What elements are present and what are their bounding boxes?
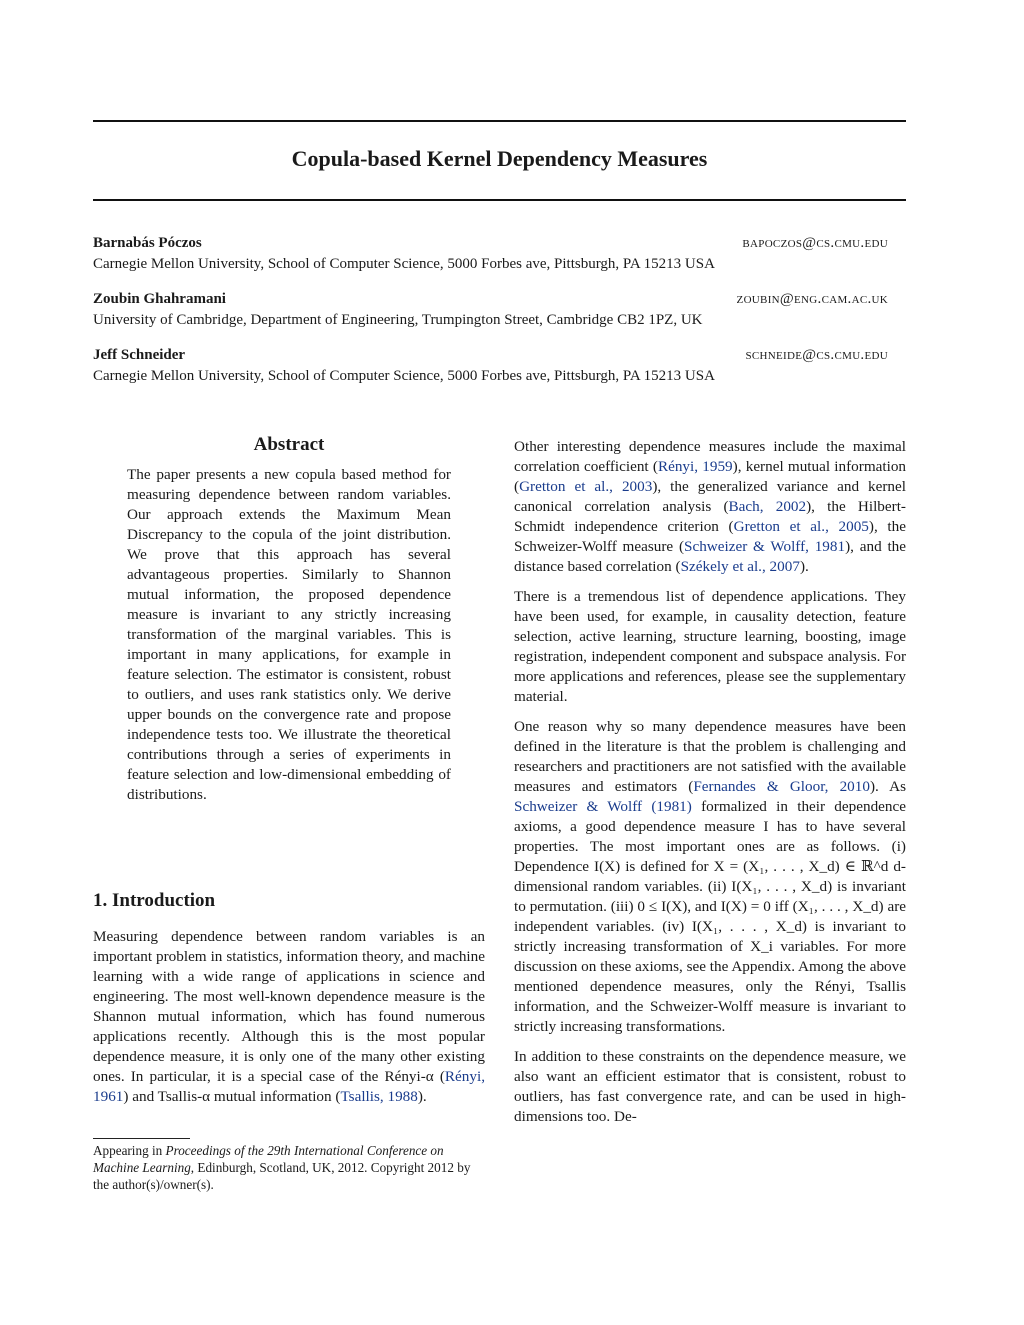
citation-link[interactable]: Rényi, 1959 xyxy=(657,458,733,475)
author-email[interactable]: zoubin@eng.cam.ac.uk xyxy=(736,291,888,307)
citation-link[interactable]: Schweizer & Wolff, 1981 xyxy=(684,538,846,555)
author-email[interactable]: bapoczos@cs.cmu.edu xyxy=(742,235,888,251)
citation-link[interactable]: Fernandes & Gloor, 2010 xyxy=(693,778,870,795)
author-block xyxy=(93,347,906,385)
author-block xyxy=(93,291,906,329)
paragraph-text: Other interesting dependence measures include the maximal correlation coefficient ( xyxy=(514,438,906,475)
paragraph-text: ). As xyxy=(869,778,906,795)
right-paragraph-4: In addition to these constraints on the dependence measure, we also want an efficient estimator that is consistent, robust to outliers, has fast convergence rate, and can be used in high-dimensions too. De- xyxy=(514,1048,906,1125)
citation-link[interactable]: Székely et al., 2007 xyxy=(680,558,800,575)
author-affiliation: Carnegie Mellon University, School of Computer Science, 5000 Forbes ave, Pittsburgh, PA 15213 USA xyxy=(93,368,715,384)
citation-link[interactable]: Rényi, 1961 xyxy=(93,1068,485,1105)
citation-link[interactable]: Gretton et al., 2003 xyxy=(519,478,653,495)
author-affiliation: University of Cambridge, Department of Engineering, Trumpington Street, Cambridge CB2 1PZ, UK xyxy=(93,312,703,328)
footnote-text: Appearing in xyxy=(93,1143,166,1158)
footnote-venue: Proceedings of the 29th International Conference on Machine Learning xyxy=(93,1143,444,1175)
paragraph-text: ), the Schweizer-Wolff measure ( xyxy=(514,518,906,555)
author-name: Barnabás Póczos xyxy=(93,235,202,251)
intro-text: ) and Tsallis-α mutual information ( xyxy=(123,1088,341,1105)
title-rule xyxy=(93,199,906,201)
paragraph-text: formalized in their dependence axioms, a good dependence measure I has to have several properties. The most important ones are as follows. (i) Dependence I(X) is defined for X = (X₁, . . . , X_d) ∈ ℝ^d d-dimensional random variables. (ii) I(X₁, . . . , X_d) is invariant to permutation. (iii) 0 ≤ I(X), and I(X) = 0 iff (X₁, . . . , X_d) are independent variables. (iv) I(X₁, . . . , X_d) is invariant to strictly increasing transformation of X_i variables. For more discussion on these axioms, see the Appendix. Among the above mentioned dependence measures, only the Rényi, Tsallis information, and the Schweizer-Wolff measure is invariant to strictly increasing transformations. xyxy=(514,798,906,1035)
paper-title: Copula-based Kernel Dependency Measures xyxy=(291,146,708,171)
abstract-heading: Abstract xyxy=(253,434,325,455)
abstract-text: The paper presents a new copula based method for measuring dependence between random variables. Our approach extends the Maximum Mean Discrepancy to the copula of the joint distribution. We prove that this approach has several advantageous properties. Similarly to Shannon mutual information, the proposed dependence measure is invariant to any strictly increasing transformation of the marginal variables. This is important in many applications, for example in feature selection. The estimator is consistent, robust to outliers, and uses rank statistics only. We derive upper bounds on the convergence rate and propose independence tests too. We illustrate the theoretical contributions through a series of experiments in feature selection and low-dimensional embedding of distributions. xyxy=(127,466,451,803)
author-name: Zoubin Ghahramani xyxy=(93,291,226,307)
citation-link[interactable]: Tsallis, 1988 xyxy=(340,1088,418,1105)
paragraph-text: ), the generalized variance and kernel canonical correlation analysis ( xyxy=(514,478,906,515)
author-block xyxy=(93,235,906,273)
citation-link[interactable]: Schweizer & Wolff (1981) xyxy=(514,798,692,815)
paragraph-text: ). xyxy=(799,558,809,575)
author-name: Jeff Schneider xyxy=(93,347,186,363)
right-paragraph-1 xyxy=(514,437,906,577)
paragraph-text: ), kernel mutual information ( xyxy=(514,458,907,495)
paragraph-text: ), the Hilbert-Schmidt independence criterion ( xyxy=(514,498,906,535)
intro-text: ). xyxy=(417,1088,427,1105)
author-email[interactable]: schneide@cs.cmu.edu xyxy=(745,347,888,363)
right-paragraph-3 xyxy=(514,717,906,1037)
citation-link[interactable]: Gretton et al., 2005 xyxy=(733,518,869,535)
paragraph-text: ), and the distance based correlation ( xyxy=(514,538,906,575)
footnote xyxy=(93,1142,488,1193)
citation-link[interactable]: Bach, 2002 xyxy=(728,498,807,515)
intro-text: Measuring dependence between random variables is an important problem in statistics, information theory, and machine learning with a wide range of applications in science and engineering. The most well-known dependence measure is the Shannon mutual information, which has found numerous applications recently. Although this is the most popular dependence measure, it is only one of the many other existing ones. In particular, it is a special case of the Rényi-α ( xyxy=(93,928,485,1085)
author-affiliation: Carnegie Mellon University, School of Computer Science, 5000 Forbes ave, Pittsburgh, PA 15213 USA xyxy=(93,256,715,272)
section-heading: 1. Introduction xyxy=(93,890,216,911)
intro-paragraph xyxy=(93,927,485,1107)
right-paragraph-2: There is a tremendous list of dependence applications. They have been used, for example, in causality detection, feature selection, active learning, structure learning, boosting, image registration, independent component and subspace analysis. For more applications and references, please see the supplementary material. xyxy=(514,588,906,705)
footnote-rule xyxy=(93,1138,190,1139)
right-column xyxy=(514,437,906,1137)
footnote-text: , Edinburgh, Scotland, UK, 2012. Copyright 2012 by the author(s)/owner(s). xyxy=(93,1160,471,1192)
top-rule xyxy=(93,120,906,122)
paragraph-text: One reason why so many dependence measures have been defined in the literature is that the problem is challenging and researchers and practitioners are not satisfied with the available measures and estimators ( xyxy=(514,718,906,795)
